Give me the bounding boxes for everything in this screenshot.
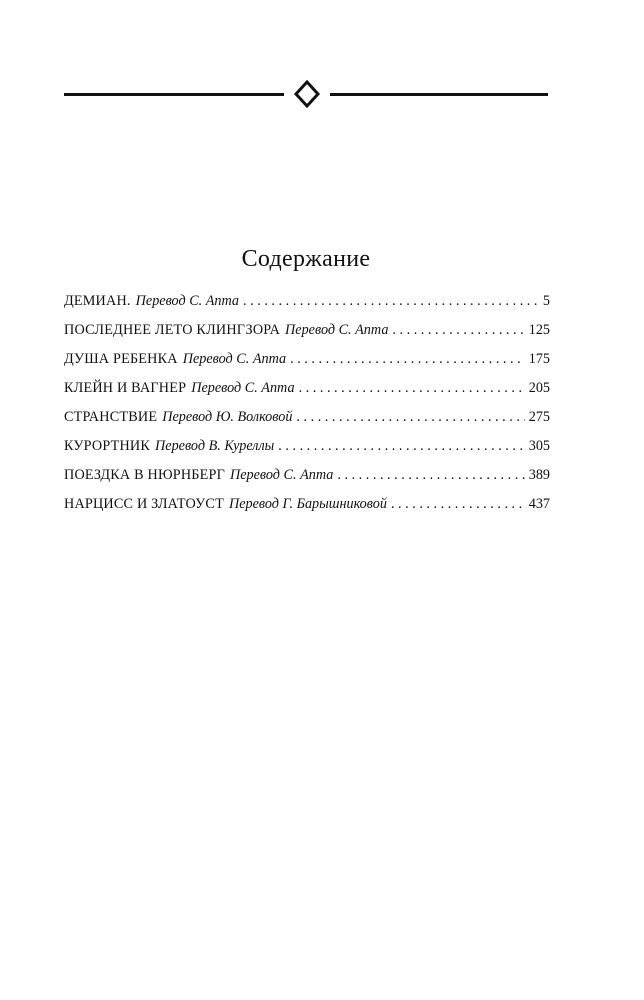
- toc-entry-translator: Перевод С. Апта: [191, 380, 295, 396]
- toc-entry[interactable]: [64, 432, 550, 461]
- toc-entry-title: КЛЕЙН И ВАГНЕР: [64, 380, 187, 396]
- dot-leader: [392, 316, 524, 345]
- toc-page-number: 125: [528, 322, 550, 338]
- dot-leader: [299, 374, 525, 403]
- ornament-rule-right: [330, 93, 548, 96]
- toc-entry-title: НАРЦИСС И ЗЛАТОУСТ: [64, 496, 224, 512]
- toc-entry-title: СТРАНСТВИЕ: [64, 409, 158, 425]
- toc-page-number: 5: [542, 293, 550, 309]
- toc-page-number: 389: [528, 467, 550, 483]
- dot-leader: [337, 461, 524, 490]
- toc-page-number: 205: [528, 380, 550, 396]
- toc-entry-translator: Перевод Г. Барышниковой: [228, 496, 387, 512]
- toc-entry[interactable]: [64, 461, 550, 490]
- toc-entry-translator: Перевод С. Апта: [230, 467, 334, 483]
- toc-entry-title: ПОСЛЕДНЕЕ ЛЕТО КЛИНГЗОРА: [64, 322, 281, 338]
- toc-entry-translator: Перевод Ю. Волковой: [162, 409, 293, 425]
- diamond-ornament-icon: [293, 80, 321, 108]
- dot-leader: [296, 403, 524, 432]
- toc-entry-title: КУРОРТНИК: [64, 438, 151, 454]
- toc-entry-title: ПОЕЗДКА В НЮРНБЕРГ: [64, 467, 225, 483]
- toc-entry-translator: Перевод С. Апта: [135, 293, 240, 309]
- toc-entry[interactable]: [64, 490, 550, 519]
- toc-entry[interactable]: [64, 374, 550, 403]
- toc-entry[interactable]: [64, 287, 550, 316]
- toc-page-number: 175: [528, 351, 550, 367]
- dot-leader: [391, 490, 525, 519]
- toc-page-number: 305: [528, 438, 550, 454]
- toc-entry[interactable]: [64, 403, 550, 432]
- toc-entry-translator: Перевод С. Апта: [285, 322, 389, 338]
- page-title: Содержание: [241, 246, 371, 272]
- toc-entry-title: ДУША РЕБЕНКА: [64, 351, 178, 367]
- toc-page-number: 275: [528, 409, 550, 425]
- toc-entry-translator: Перевод В. Куреллы: [155, 438, 275, 454]
- dot-leader: [278, 432, 524, 461]
- toc-page-number: 437: [528, 496, 550, 512]
- ornament-rule-left: [64, 93, 284, 96]
- header-ornament: [64, 78, 548, 110]
- toc-entry[interactable]: [64, 345, 550, 374]
- dot-leader: [243, 287, 539, 316]
- table-of-contents: [64, 287, 550, 519]
- dot-leader: [290, 345, 525, 374]
- toc-entry-translator: Перевод С. Апта: [182, 351, 287, 367]
- toc-entry-title: ДЕМИАН.: [64, 293, 131, 309]
- toc-entry[interactable]: [64, 316, 550, 345]
